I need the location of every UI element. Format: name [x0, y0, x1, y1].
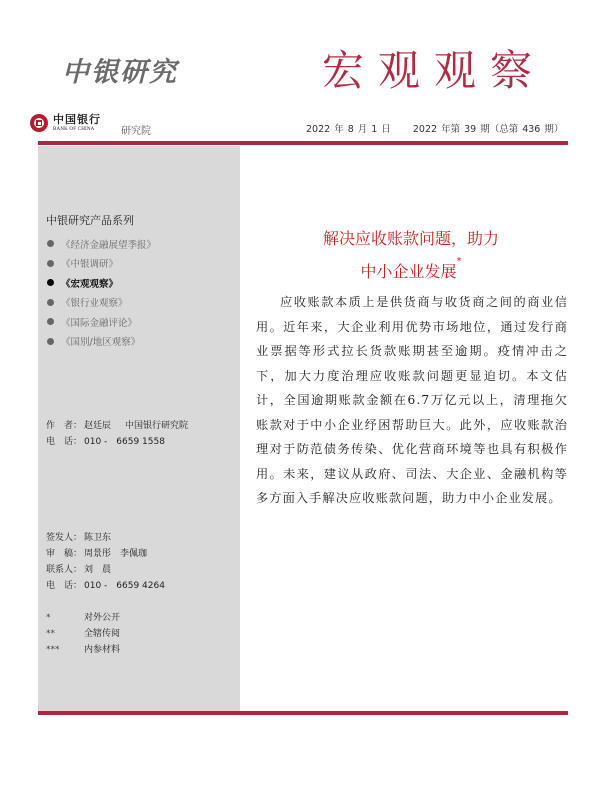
- publish-date: 2022 年 8 月 1 日: [306, 124, 391, 135]
- bottom-divider: [38, 711, 568, 715]
- article-title-line1: 解决应收账款问题，助力: [322, 229, 499, 248]
- product-item: [46, 312, 156, 332]
- product-label: 《中银调研》: [61, 259, 119, 271]
- author-name: 赵廷辰: [84, 421, 112, 431]
- star-icon: **: [46, 629, 55, 639]
- star-icon: ***: [46, 645, 60, 655]
- author-phone-label: 电 话：: [46, 437, 83, 447]
- sidebar: [38, 146, 240, 711]
- author-phone: 010 - 6659 1558: [84, 437, 165, 447]
- product-label: 《宏观观察》: [61, 278, 119, 290]
- star-icon: *: [46, 613, 51, 623]
- bullet-icon: [47, 260, 54, 267]
- product-label: 《经济金融展望季报》: [61, 239, 157, 251]
- product-item: [46, 234, 156, 254]
- reviewer-names: 周景彤 李佩珈: [84, 549, 148, 559]
- contact-name: 刘 晨: [84, 565, 112, 575]
- product-label: 《国别/地区观察》: [61, 337, 141, 349]
- article-title: [252, 222, 570, 288]
- bullet-icon: [47, 279, 54, 286]
- issue-number: 2022 年第 39 期（总第 436 期）: [412, 124, 564, 135]
- reviewer-label: 审 稿：: [46, 549, 83, 559]
- institute-label: 研究院: [121, 126, 151, 137]
- product-series-title: 中银研究产品系列: [46, 214, 134, 227]
- author-org: 中国银行研究院: [125, 421, 189, 431]
- classification-label: 内参材料: [84, 645, 121, 655]
- classification-legend: [46, 610, 120, 658]
- product-list: [46, 234, 156, 351]
- product-item-active: [46, 273, 156, 293]
- footnote-mark: *: [456, 256, 462, 267]
- article-abstract: 应收账款本质上是供货商与收货商之间的商业信用。近年来，大企业利用优势市场地位，通过发行商业票据等形式拉长货款账期甚至逾期。疫情冲击之下，加大力度治理应收账款问题更显迫切。本文估计，全国逾期账款金额在6.7万亿元以上，清理拖欠账款对于中小企业纾困帮助巨大。此外，应收账款治理对于防范债务传染、优化营商环境等也具有积极作用。未来，建议从政府、司法、大企业、金融机构等多方面入手解决应收账款问题，助力中小企业发展。: [256, 295, 568, 505]
- author-label: 作 者：: [46, 421, 83, 431]
- dateline: [306, 121, 563, 135]
- top-divider: [38, 141, 568, 145]
- issuer-info: [46, 530, 165, 594]
- classification-label: 全辖传阅: [84, 629, 121, 639]
- product-item: [46, 332, 156, 352]
- series-title: 宏观观察: [322, 46, 547, 95]
- product-label: 《国际金融评论》: [61, 317, 138, 329]
- bank-of-china-logo: [30, 114, 101, 132]
- bank-name-cn: 中国银行: [53, 113, 101, 126]
- bullet-icon: [47, 299, 54, 306]
- calligraphy-logo: 中银研究: [62, 57, 178, 88]
- contact-phone-label: 电 话：: [46, 581, 83, 591]
- bullet-icon: [47, 240, 54, 247]
- contact-phone: 010 - 6659 4264: [84, 581, 165, 591]
- contact-label: 联系人：: [46, 565, 83, 575]
- product-item: [46, 254, 156, 274]
- classification-label: 对外公开: [84, 613, 121, 623]
- boc-emblem-icon: [30, 114, 48, 132]
- bank-name-en: BANK OF CHINA: [53, 127, 95, 132]
- product-label: 《银行业观察》: [61, 298, 128, 310]
- bullet-icon: [47, 338, 54, 345]
- bullet-icon: [47, 318, 54, 325]
- signer-name: 陈卫东: [84, 533, 112, 543]
- product-item: [46, 293, 156, 313]
- article-title-line2: 中小企业发展: [360, 262, 457, 281]
- author-info: [46, 418, 188, 450]
- signer-label: 签发人：: [46, 533, 83, 543]
